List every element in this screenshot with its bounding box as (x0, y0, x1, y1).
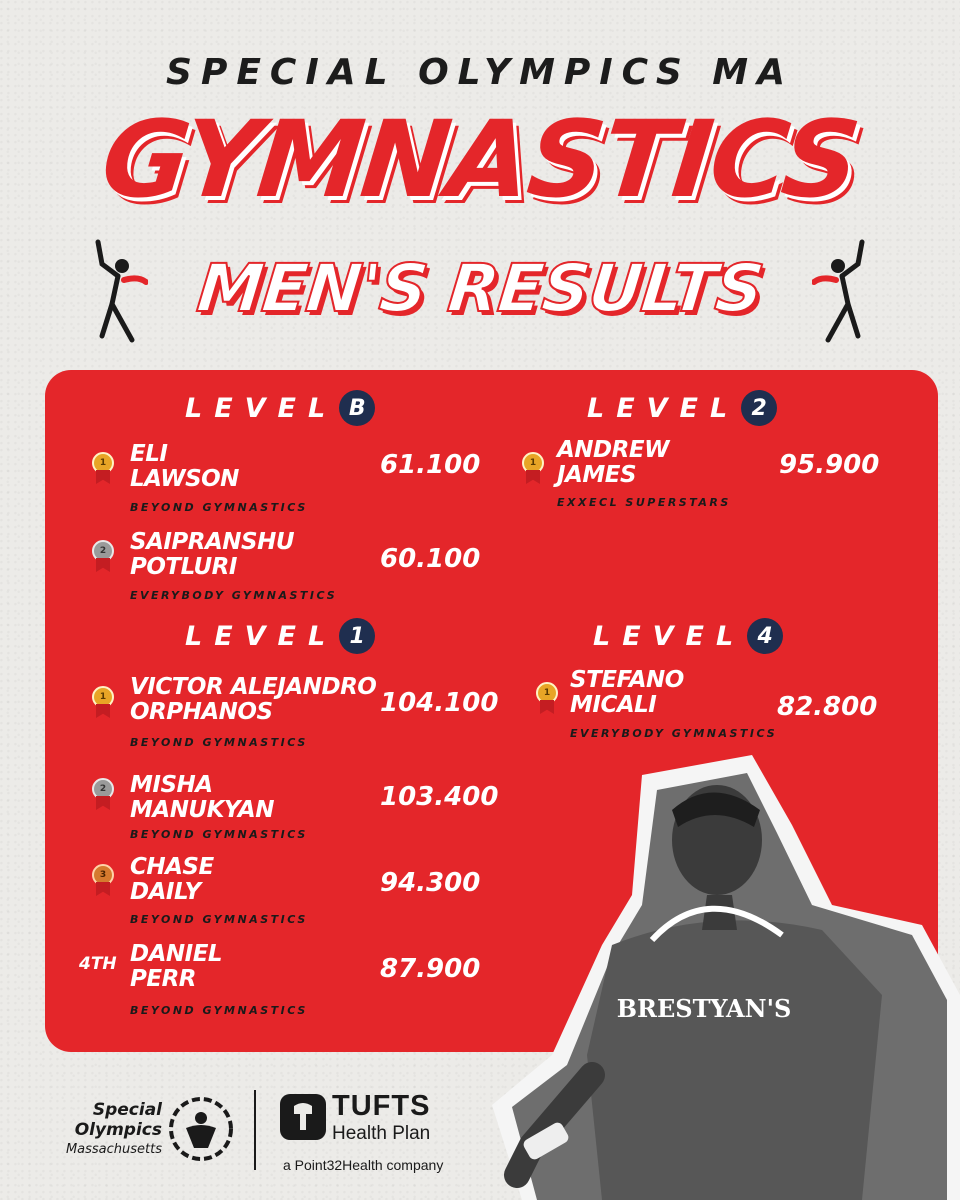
athlete-name: DAILY (130, 879, 201, 905)
tufts-logo-icon (280, 1094, 326, 1140)
level-badge: 4 (747, 618, 783, 654)
bronze-medal-icon: 3 (90, 864, 116, 898)
special-olympics-logo-icon (168, 1094, 234, 1164)
athlete-name: CHASE (130, 854, 214, 880)
level-heading (185, 390, 375, 426)
sponsor-divider (254, 1090, 256, 1170)
level-heading (593, 618, 783, 654)
level-label: LEVEL (587, 392, 740, 424)
athlete-score: 61.100 (380, 450, 481, 480)
special-olympics-wordmark: Special Olympics Massachusetts (65, 1100, 162, 1157)
shirt-text: BRESTYAN'S (616, 994, 792, 1023)
athlete-club: EVERYBODY GYMNASTICS (570, 727, 778, 740)
level-label: LEVEL (593, 620, 746, 652)
tufts-subtitle: Health Plan (332, 1123, 431, 1144)
athlete-name: ORPHANOS (130, 699, 273, 725)
level-badge: B (339, 390, 375, 426)
athlete-name: SAIPRANSHU (130, 529, 295, 555)
athlete-club: BEYOND GYMNASTICS (130, 1004, 308, 1017)
athlete-name: ANDREW (557, 437, 669, 463)
athlete-name: POTLURI (130, 554, 237, 580)
level-label: LEVEL (185, 620, 338, 652)
gold-medal-icon: 1 (520, 452, 546, 486)
athlete-name: LAWSON (130, 466, 239, 492)
gold-medal-icon: 1 (534, 682, 560, 716)
athlete-club: EXXECL SUPERSTARS (557, 496, 731, 509)
silver-medal-icon: 2 (90, 778, 116, 812)
athlete-name: JAMES (557, 462, 637, 488)
place-label: 4TH (79, 954, 117, 974)
gymnast-icon (812, 236, 872, 346)
athlete-club: BEYOND GYMNASTICS (130, 913, 308, 926)
athlete-club: BEYOND GYMNASTICS (130, 501, 308, 514)
athlete-score: 87.900 (380, 954, 481, 984)
athlete-name: ELI (130, 441, 168, 467)
athlete-name: MICALI (570, 692, 657, 718)
athlete-photo (492, 755, 960, 1200)
gold-medal-icon: 1 (90, 686, 116, 720)
athlete-name: VICTOR ALEJANDRO (130, 674, 377, 700)
athlete-club: BEYOND GYMNASTICS (130, 828, 308, 841)
athlete-club: BEYOND GYMNASTICS (130, 736, 308, 749)
org-title: SPECIAL OLYMPICS MA (166, 52, 794, 93)
level-badge: 2 (741, 390, 777, 426)
gold-medal-icon: 1 (90, 452, 116, 486)
level-heading (587, 390, 777, 426)
athlete-name: DANIEL (130, 941, 223, 967)
athlete-score: 60.100 (380, 544, 481, 574)
results-subtitle: MEN'S RESULTS (193, 250, 767, 327)
silver-medal-icon: 2 (90, 540, 116, 574)
tufts-tagline: a Point32Health company (283, 1157, 444, 1173)
sport-title: GYMNASTICS (96, 98, 864, 221)
athlete-score: 94.300 (380, 868, 481, 898)
level-heading (185, 618, 375, 654)
athlete-name: PERR (130, 966, 196, 992)
athlete-club: EVERYBODY GYMNASTICS (130, 589, 338, 602)
athlete-score: 103.400 (380, 782, 499, 812)
athlete-name: MISHA (130, 772, 213, 798)
level-badge: 1 (339, 618, 375, 654)
athlete-score: 104.100 (380, 688, 499, 718)
level-label: LEVEL (185, 392, 338, 424)
athlete-score: 95.900 (779, 450, 880, 480)
athlete-name: STEFANO (570, 667, 684, 693)
gymnast-icon (88, 236, 148, 346)
athlete-name: MANUKYAN (130, 797, 274, 823)
athlete-score: 82.800 (777, 692, 878, 722)
tufts-wordmark: TUFTS (332, 1090, 431, 1122)
